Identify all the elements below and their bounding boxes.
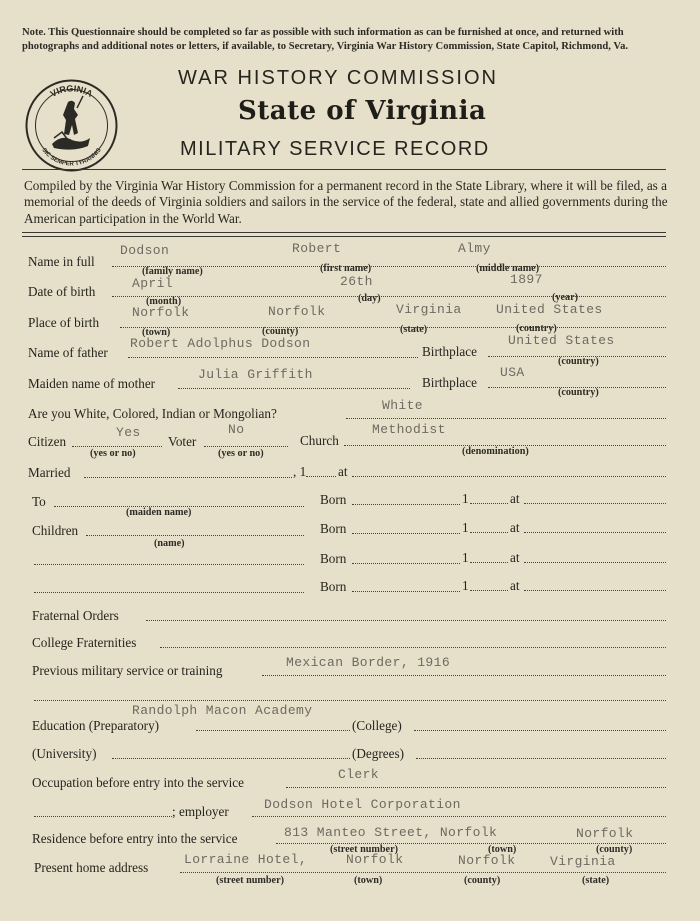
employer-line — [252, 816, 666, 817]
child-2-at-line — [524, 562, 666, 563]
day-caption: (day) — [358, 293, 381, 304]
county-caption: (county) — [262, 326, 299, 337]
married-label: Married — [28, 465, 71, 480]
voter-label: Voter — [168, 434, 197, 449]
birth-day-value: 26th — [340, 274, 373, 289]
child-3-year: 1 — [462, 578, 469, 593]
father-country-caption: (country) — [558, 356, 599, 367]
residence-county-value: Norfolk — [576, 826, 634, 841]
residence-street-caption: (street number) — [330, 844, 398, 855]
mother-maiden-line — [178, 388, 410, 389]
compiled-paragraph: Compiled by the Virginia War History Commission for a permanent record in the State Library, where it will be filed, as a memorial of the deeds of Virginia soldiers and sailors in the service of the federal, state and allied governments during the American participation in the World War. — [24, 178, 668, 226]
college-fraternities-line — [160, 647, 666, 648]
spouse-at-label: at — [510, 491, 520, 506]
birth-town-value: Norfolk — [132, 305, 190, 320]
child-1-at-line — [524, 532, 666, 533]
place-of-birth-label: Place of birth — [28, 315, 100, 330]
father-name-value: Robert Adolphus Dodson — [130, 336, 311, 351]
spouse-label: To — [32, 494, 46, 509]
spouse-born-year: 1 — [462, 491, 469, 506]
date-of-birth-label: Date of birth — [28, 284, 96, 299]
commission-title: WAR HISTORY COMMISSION — [178, 67, 498, 89]
record-title: MILITARY SERVICE RECORD — [180, 138, 490, 160]
citizen-line — [72, 446, 162, 447]
race-value: White — [382, 398, 424, 413]
father-name-line — [128, 357, 418, 358]
university-label: (University) — [32, 746, 97, 761]
family-name-caption: (family name) — [142, 266, 203, 277]
spouse-born-label: Born — [320, 492, 347, 507]
home-county-value: Norfolk — [458, 853, 516, 868]
employer-label: ; employer — [172, 804, 229, 819]
home-town-caption: (town) — [354, 875, 383, 886]
mother-country-caption: (country) — [558, 387, 599, 398]
spouse-born-line — [352, 504, 460, 505]
home-county-caption: (county) — [464, 875, 501, 886]
state-caption: (state) — [400, 324, 428, 335]
town-caption: (town) — [142, 327, 171, 338]
month-caption: (month) — [146, 296, 182, 307]
first-name-caption: (first name) — [320, 263, 372, 274]
birth-year-value: 1897 — [510, 272, 543, 287]
child-2-born-line — [352, 563, 460, 564]
child-2-line — [34, 564, 304, 565]
child-2-at-label: at — [510, 550, 520, 565]
university-line — [112, 758, 350, 759]
father-birthplace-label: Birthplace — [422, 344, 477, 359]
race-line — [346, 418, 666, 419]
previous-military-line — [262, 675, 666, 676]
spouse-at-line — [524, 503, 666, 504]
married-date-line — [84, 477, 292, 478]
child-1-at-label: at — [510, 520, 520, 535]
denomination-caption: (denomination) — [462, 446, 529, 457]
residence-street-value: 813 Manteo Street, Norfolk — [284, 825, 498, 840]
child-1-year: 1 — [462, 520, 469, 535]
voter-value: No — [228, 422, 245, 437]
child-3-at-line — [524, 590, 666, 591]
child-1-line — [86, 535, 304, 536]
education-prep-line — [196, 730, 350, 731]
married-year-label: , 1 — [293, 464, 307, 479]
seal-top-text: VIRGINIA — [48, 83, 95, 99]
college-label: (College) — [352, 718, 402, 733]
citizen-label: Citizen — [28, 434, 67, 449]
previous-military-label: Previous military service or training — [32, 663, 223, 678]
occupation-label: Occupation before entry into the service — [32, 775, 245, 790]
married-at-label: at — [338, 464, 348, 479]
employer-value: Dodson Hotel Corporation — [264, 797, 461, 812]
birth-state-value: Virginia — [396, 302, 462, 317]
child-3-at-label: at — [510, 578, 520, 593]
child-3-born-label: Born — [320, 579, 347, 594]
church-label: Church — [300, 433, 339, 448]
virginia-seal-icon — [24, 78, 119, 173]
birth-county-value: Norfolk — [268, 304, 326, 319]
child-2-year: 1 — [462, 550, 469, 565]
citizen-yes-no-caption: (yes or no) — [90, 448, 136, 459]
child-3-line — [34, 592, 304, 593]
degrees-label: (Degrees) — [352, 746, 404, 761]
child-1-born-line — [352, 533, 460, 534]
middle-name-value: Almy — [458, 241, 491, 256]
father-name-label: Name of father — [28, 345, 108, 360]
citizen-value: Yes — [116, 425, 141, 440]
birth-month-value: April — [132, 276, 174, 291]
education-prep-value: Randolph Macon Academy — [132, 703, 313, 718]
present-home-label: Present home address — [34, 860, 149, 875]
child-2-born-label: Born — [320, 551, 347, 566]
previous-military-line-2 — [34, 700, 666, 701]
children-label: Children — [32, 523, 79, 538]
instruction-note: Note. This Questionnaire should be completed so far as possible with such information as can be furnished at once, and returned with photographs and additional notes or letters, if available, to Secretary, Virginia War History Commission, State Capitol, Richmond, Va. — [22, 27, 629, 52]
occupation-line — [286, 787, 666, 788]
birth-country-value: United States — [496, 302, 603, 317]
child-1-year-line — [470, 532, 508, 533]
employer-leading-line — [34, 816, 172, 817]
child-1-born-label: Born — [320, 521, 347, 536]
year-caption: (year) — [552, 292, 579, 303]
home-street-value: Lorraine Hotel, — [184, 852, 308, 867]
child-name-caption: (name) — [154, 538, 185, 549]
family-name-value: Dodson — [120, 243, 170, 258]
college-fraternities-label: College Fraternities — [32, 635, 137, 650]
fraternal-orders-label: Fraternal Orders — [32, 608, 119, 623]
country-caption: (country) — [516, 323, 557, 334]
home-state-value: Virginia — [550, 854, 616, 869]
paragraph-rule-top — [22, 232, 666, 233]
header-rule — [22, 169, 666, 170]
education-prep-label: Education (Preparatory) — [32, 718, 160, 733]
father-birthplace-value: United States — [508, 333, 615, 348]
home-street-caption: (street number) — [216, 875, 284, 886]
residence-county-caption: (county) — [596, 844, 633, 855]
voter-yes-no-caption: (yes or no) — [218, 448, 264, 459]
state-title: State of Virginia — [238, 96, 487, 126]
child-3-year-line — [470, 590, 508, 591]
mother-birthplace-label: Birthplace — [422, 375, 477, 390]
place-of-birth-line — [120, 327, 666, 328]
previous-military-value: Mexican Border, 1916 — [286, 655, 451, 670]
married-at-line — [352, 476, 666, 477]
middle-name-caption: (middle name) — [476, 263, 540, 274]
name-full-label: Name in full — [28, 254, 95, 269]
child-3-born-line — [352, 591, 460, 592]
race-question-label: Are you White, Colored, Indian or Mongolian? — [28, 406, 277, 421]
mother-maiden-value: Julia Griffith — [198, 367, 313, 382]
mother-maiden-label: Maiden name of mother — [28, 376, 156, 391]
mother-birthplace-value: USA — [500, 365, 525, 380]
married-year-line — [306, 476, 336, 477]
paragraph-rule-bottom — [22, 236, 666, 237]
church-value: Methodist — [372, 422, 446, 437]
college-line — [414, 730, 666, 731]
home-state-caption: (state) — [582, 875, 610, 886]
child-2-year-line — [470, 562, 508, 563]
residence-town-caption: (town) — [488, 844, 517, 855]
fraternal-orders-line — [146, 620, 666, 621]
present-home-line — [180, 872, 666, 873]
first-name-value: Robert — [292, 241, 342, 256]
svg-text:VIRGINIA — [49, 83, 95, 99]
degrees-line — [416, 758, 666, 759]
seal-bottom-text: SIC SEMPER TYRANNIS — [40, 147, 103, 168]
residence-label: Residence before entry into the service — [32, 831, 238, 846]
maiden-name-caption: (maiden name) — [126, 507, 192, 518]
date-of-birth-line — [112, 296, 666, 297]
home-town-value: Norfolk — [346, 852, 404, 867]
spouse-year-line — [470, 503, 508, 504]
voter-line — [204, 446, 288, 447]
occupation-value: Clerk — [338, 767, 380, 782]
